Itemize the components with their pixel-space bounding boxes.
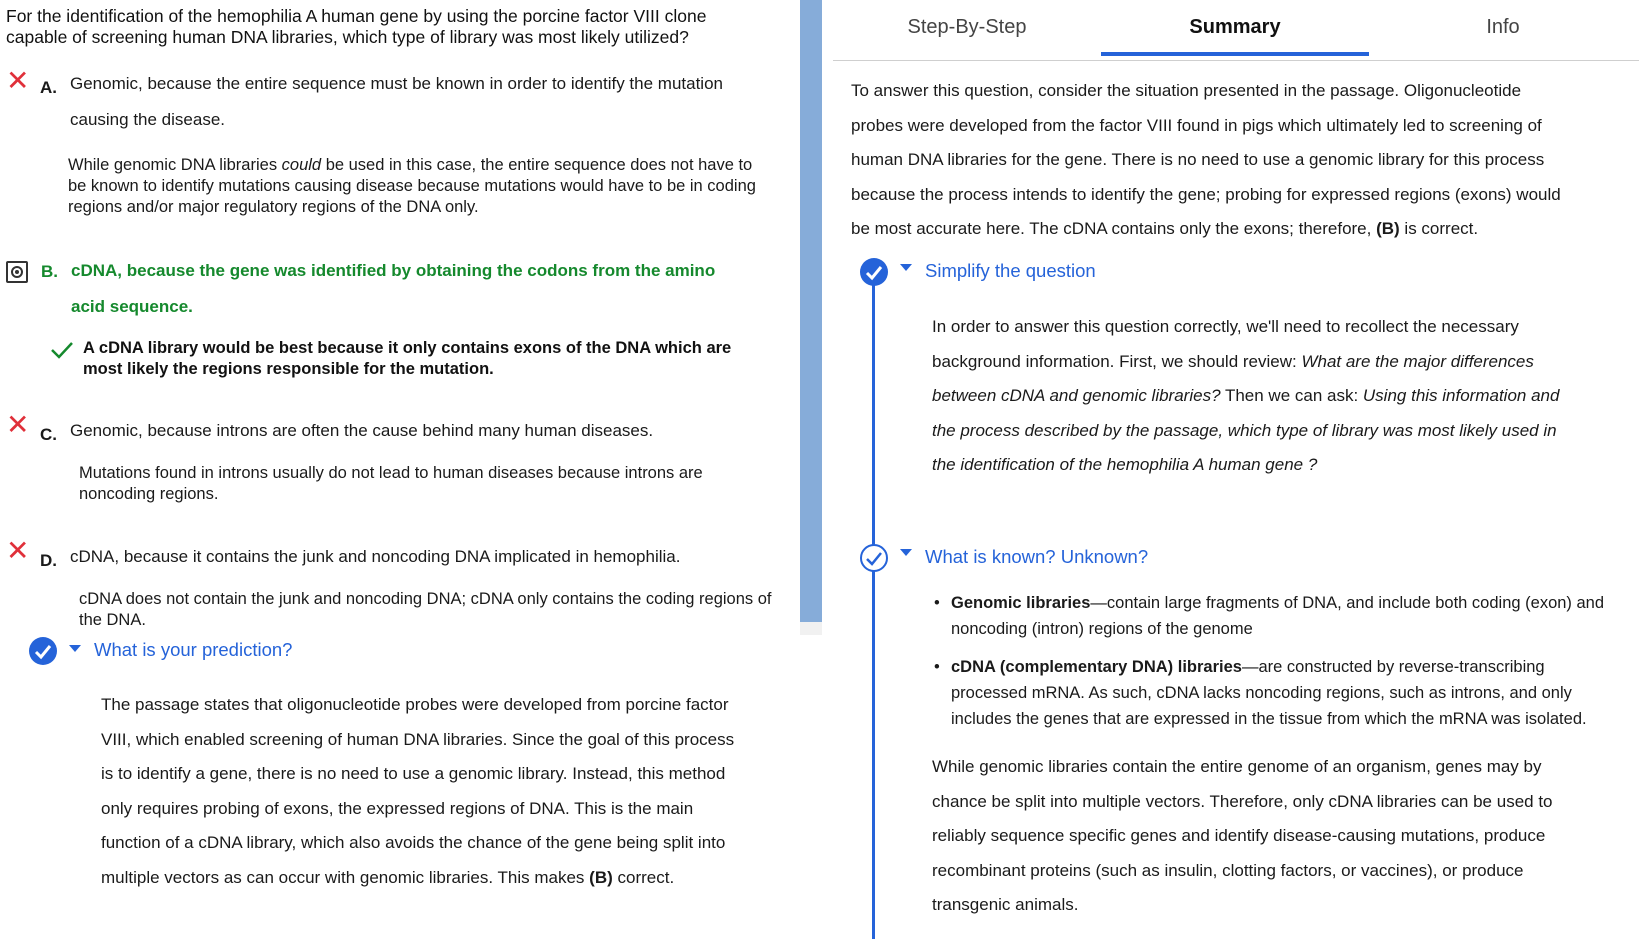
option-a-line2: causing the disease. bbox=[70, 110, 225, 129]
known-line: While genomic libraries contain the entire genome of an organism, genes may by bbox=[932, 757, 1542, 776]
simplify-line bbox=[932, 448, 1632, 483]
tab-bar bbox=[833, 0, 1639, 61]
bullet-line bbox=[951, 654, 1634, 680]
prediction-line: is to identify a gene, there is no need to use a genomic library. Instead, this method bbox=[101, 764, 726, 783]
summary-line: probes were developed from the factor VIII found in pigs which ultimately led to screening of bbox=[851, 115, 1542, 135]
list-item bbox=[934, 654, 1634, 732]
scrollbar-thumb[interactable] bbox=[800, 0, 822, 622]
option-b-line2: acid sequence. bbox=[71, 297, 193, 316]
caret-down-icon[interactable] bbox=[900, 264, 912, 271]
checkmark-icon bbox=[50, 340, 74, 360]
known-line: recombinant proteins (such as insulin, clotting factors, or vaccines), or produce bbox=[932, 860, 1524, 880]
simplify-line bbox=[932, 379, 1632, 414]
option-d-letter: D. bbox=[40, 551, 57, 570]
simplify-line: In order to answer this question correctly, we'll need to recollect the necessary bbox=[932, 317, 1519, 336]
prediction-last-text: multiple vectors as can occur with genomic libraries. This makes bbox=[101, 867, 590, 887]
simplify-line bbox=[932, 345, 1632, 380]
option-b-explanation: A cDNA library would be best because it only contains exons of the DNA which are most likely the regions responsible for the mutation. bbox=[83, 339, 732, 378]
option-d-explanation: cDNA does not contain the junk and noncoding DNA; cDNA only contains the coding regions of the DNA. bbox=[79, 590, 772, 629]
simplify-line3-text: Then we can ask: bbox=[1220, 386, 1363, 405]
prediction-last-suffix: correct. bbox=[612, 867, 675, 887]
option-a-text[interactable] bbox=[70, 66, 770, 138]
option-c-explanation: Mutations found in introns usually do not lead to human diseases because introns are noncoding regions. bbox=[79, 464, 703, 503]
simplify-line bbox=[932, 414, 1632, 449]
summary-line: because the process intends to identify the gene; probing for expressed regions (exons) would bbox=[851, 184, 1561, 204]
prediction-line bbox=[101, 861, 791, 896]
option-a-letter: A. bbox=[40, 78, 57, 97]
prediction-line: VIII, which enabled screening of human DNA libraries. Since the goal of this process bbox=[101, 729, 735, 749]
tab-step-by-step[interactable]: Step-By-Step bbox=[907, 16, 1027, 38]
summary-last-text: be most accurate here. The cDNA contains only the exons; therefore, bbox=[851, 219, 1377, 238]
prediction-line: function of a cDNA library, which also avoids the chance of the gene being split into bbox=[101, 833, 726, 852]
known-line: chance be split into multiple vectors. Therefore, only cDNA libraries can be used to bbox=[932, 791, 1553, 811]
known-unknown-toggle[interactable]: What is known? Unknown? bbox=[925, 546, 1149, 567]
option-c-letter: C. bbox=[40, 425, 57, 444]
option-b-line1: cDNA, because the gene was identified by obtaining the codons from the amino bbox=[71, 261, 716, 280]
summary-text bbox=[851, 74, 1641, 247]
prediction-line: only requires probing of exons, the expressed regions of DNA. This is the main bbox=[101, 798, 694, 818]
simplify-line2-text: background information. First, we should review: bbox=[932, 351, 1302, 371]
caret-down-icon[interactable] bbox=[69, 645, 81, 652]
summary-last-suffix: is correct. bbox=[1399, 219, 1479, 238]
check-circle-outline-icon bbox=[860, 544, 888, 572]
prediction-line: The passage states that oligonucleotide probes were developed from porcine factor bbox=[101, 695, 729, 714]
wrong-answer-icon: ✕ bbox=[6, 64, 30, 97]
check-circle-icon bbox=[860, 258, 888, 286]
simplify-line3-italic-2: Using this information and bbox=[1362, 386, 1560, 405]
bullet-line: includes the genes that are expressed in the tissue from which the mRNA was isolated. bbox=[951, 710, 1587, 728]
option-a-expl-text: While genomic DNA libraries bbox=[68, 156, 282, 174]
option-c-text[interactable]: Genomic, because introns are often the cause behind many human diseases. bbox=[70, 421, 654, 440]
active-tab-indicator bbox=[1101, 52, 1369, 56]
question-text: For the identification of the hemophilia A human gene by using the porcine factor VIII clone capable of screening human DNA libraries, which type of library was most likely utilized? bbox=[6, 6, 707, 47]
simplify-line3-italic: between cDNA and genomic libraries? bbox=[932, 386, 1221, 405]
simplify-text bbox=[932, 310, 1632, 483]
bullet-text: —are constructed by reverse-transcribing bbox=[1241, 658, 1545, 676]
prediction-text bbox=[101, 688, 791, 895]
option-a-expl-italic: could bbox=[281, 156, 322, 174]
step-timeline-line bbox=[872, 270, 875, 939]
bullet: • bbox=[934, 594, 940, 612]
wrong-answer-icon: ✕ bbox=[6, 534, 30, 567]
simplify-line5-italic: the identification of the hemophilia A human gene ? bbox=[932, 455, 1318, 474]
simplify-line4-italic: the process described by the passage, which type of library was most likely used in bbox=[932, 420, 1557, 440]
bullet-line: noncoding (intron) regions of the genome bbox=[951, 620, 1253, 638]
bullet-line: processed mRNA. As such, cDNA lacks noncoding regions, such as introns, and only bbox=[951, 684, 1572, 702]
tab-info[interactable]: Info bbox=[1486, 16, 1520, 38]
caret-down-icon[interactable] bbox=[900, 549, 912, 556]
summary-answer-bold: (B) bbox=[1376, 219, 1400, 238]
tab-summary[interactable]: Summary bbox=[1189, 16, 1281, 38]
bullet-line bbox=[951, 590, 1634, 616]
wrong-answer-icon: ✕ bbox=[6, 408, 30, 441]
bullet-term: Genomic libraries bbox=[951, 594, 1091, 612]
summary-line bbox=[851, 212, 1641, 247]
known-line: reliably sequence specific genes and identify disease-causing mutations, produce bbox=[932, 826, 1546, 845]
option-b-letter: B. bbox=[41, 262, 58, 281]
bullet-text: —contain large fragments of DNA, and include both coding (exon) and bbox=[1090, 594, 1605, 612]
summary-line: To answer this question, consider the situation presented in the passage. Oligonucleotide bbox=[851, 81, 1522, 100]
option-a-expl-text-2: be used in this case, the entire sequence does not have to be known to identify mutations causing disease because mutations would have to be in coding regions and/or major regulatory regions of the DNA only. bbox=[68, 156, 756, 216]
known-line: transgenic animals. bbox=[932, 895, 1079, 914]
option-d-text[interactable]: cDNA, because it contains the junk and noncoding DNA implicated in hemophilia. bbox=[70, 547, 681, 566]
list-item bbox=[934, 590, 1634, 642]
simplify-toggle[interactable]: Simplify the question bbox=[925, 260, 1096, 281]
simplify-line2-italic: What are the major differences bbox=[1301, 351, 1534, 371]
option-a-line1: Genomic, because the entire sequence must be known in order to identify the mutation bbox=[70, 74, 723, 93]
summary-line: human DNA libraries for the gene. There is no need to use a genomic library for this process bbox=[851, 150, 1545, 169]
prediction-answer-bold: (B) bbox=[589, 867, 613, 887]
prediction-toggle[interactable]: What is your prediction? bbox=[94, 639, 293, 660]
known-conclusion-text bbox=[932, 750, 1632, 923]
selected-radio-icon[interactable] bbox=[6, 261, 28, 283]
bullet-term: cDNA (complementary DNA) libraries bbox=[951, 658, 1242, 676]
bullet: • bbox=[934, 658, 940, 676]
option-b-text[interactable] bbox=[71, 253, 771, 325]
check-circle-icon bbox=[29, 637, 57, 665]
option-a-explanation bbox=[68, 155, 773, 218]
